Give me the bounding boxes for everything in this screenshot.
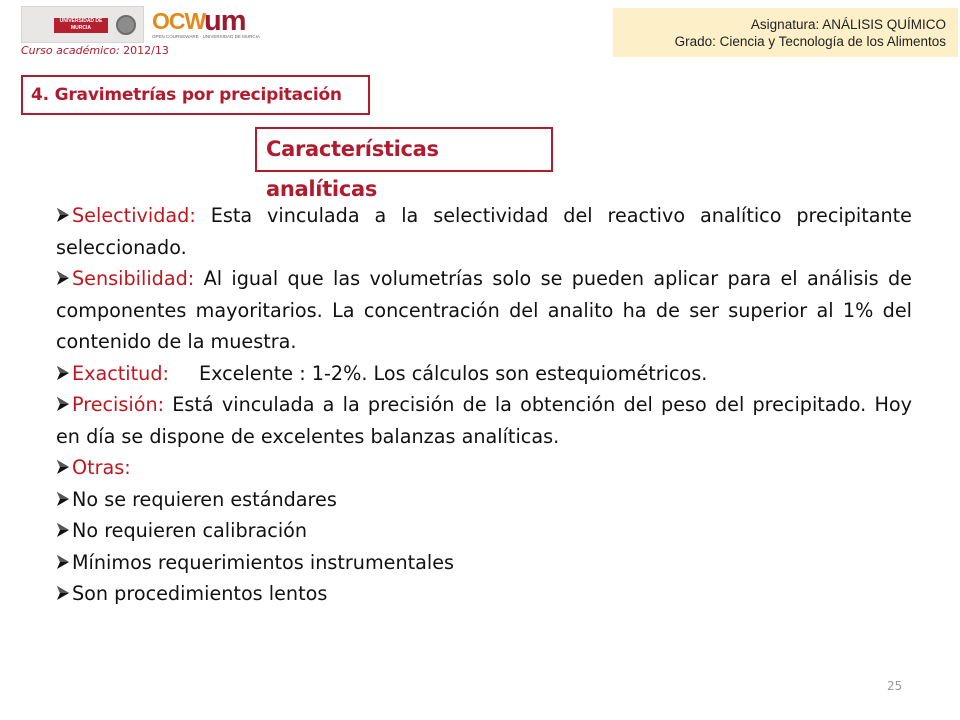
academic-year bbox=[21, 44, 169, 57]
item-text: Está vinculada a la precisión de la obtención del peso del precipitado. Hoy en día se dispone de excelentes balanzas analíticas. bbox=[56, 393, 912, 448]
item-text: Mínimos requerimientos instrumentales bbox=[72, 550, 455, 574]
item-label: Sensibilidad: bbox=[72, 267, 195, 290]
ocw-logo-subtitle: OPEN COURSEWARE · UNIVERSIDAD DE MURCIA bbox=[152, 34, 260, 39]
page-number: 25 bbox=[887, 679, 903, 693]
list-item bbox=[56, 515, 912, 547]
slide-title: Características analíticas bbox=[255, 127, 553, 172]
item-label: Otras: bbox=[72, 456, 131, 479]
list-item bbox=[56, 484, 912, 516]
list-item bbox=[56, 200, 912, 263]
course-degree: Grado: Ciencia y Tecnología de los Alimentos bbox=[674, 34, 946, 49]
arrow-bullet-icon bbox=[56, 365, 70, 381]
list-item bbox=[56, 263, 912, 358]
list-item bbox=[56, 578, 912, 610]
item-text: Al igual que las volumetrías solo se pueden aplicar para el análisis de componentes mayoritarios. La concentración del analito ha de ser superior al 1% del contenido de la muestra. bbox=[56, 267, 912, 353]
arrow-bullet-icon bbox=[56, 585, 70, 601]
item-text: No requieren calibración bbox=[72, 519, 308, 542]
item-text: No se requieren estándares bbox=[72, 487, 337, 511]
list-item bbox=[56, 389, 912, 452]
arrow-bullet-icon bbox=[56, 459, 70, 475]
section-title: 4. Gravimetrías por precipitación bbox=[21, 75, 370, 115]
ocw-logo-text: OCW bbox=[152, 8, 206, 34]
academic-year-value: 2012/13 bbox=[123, 44, 169, 57]
item-text: Excelente : 1-2%. Los cálculos son estequiométricos. bbox=[198, 361, 708, 385]
list-item bbox=[56, 358, 912, 390]
arrow-bullet-icon bbox=[56, 522, 70, 538]
um-logo-text: um bbox=[204, 5, 246, 37]
list-item bbox=[56, 452, 912, 484]
university-seal-icon bbox=[116, 15, 136, 35]
slide-content bbox=[56, 200, 912, 610]
ocw-um-logo bbox=[152, 5, 264, 42]
arrow-bullet-icon bbox=[56, 554, 70, 570]
item-label: Selectividad: bbox=[72, 204, 196, 227]
item-text: Son procedimientos lentos bbox=[72, 582, 328, 605]
logo-um-banner: UNIVERSIDAD DE MURCIA bbox=[54, 18, 108, 33]
course-info-box bbox=[613, 8, 958, 57]
list-item bbox=[56, 547, 912, 579]
course-subject: Asignatura: ANÁLISIS QUÍMICO bbox=[750, 17, 946, 32]
item-text: Esta vinculada a la selectividad del reactivo analítico precipitante seleccionado. bbox=[56, 204, 912, 259]
item-label: Precisión: bbox=[72, 393, 165, 416]
arrow-bullet-icon bbox=[56, 207, 70, 223]
arrow-bullet-icon bbox=[56, 491, 70, 507]
item-label: Exactitud: bbox=[72, 361, 169, 385]
arrow-bullet-icon bbox=[56, 396, 70, 412]
academic-year-label: Curso académico: bbox=[21, 44, 120, 57]
arrow-bullet-icon bbox=[56, 270, 70, 286]
universidad-murcia-logo bbox=[21, 6, 144, 43]
